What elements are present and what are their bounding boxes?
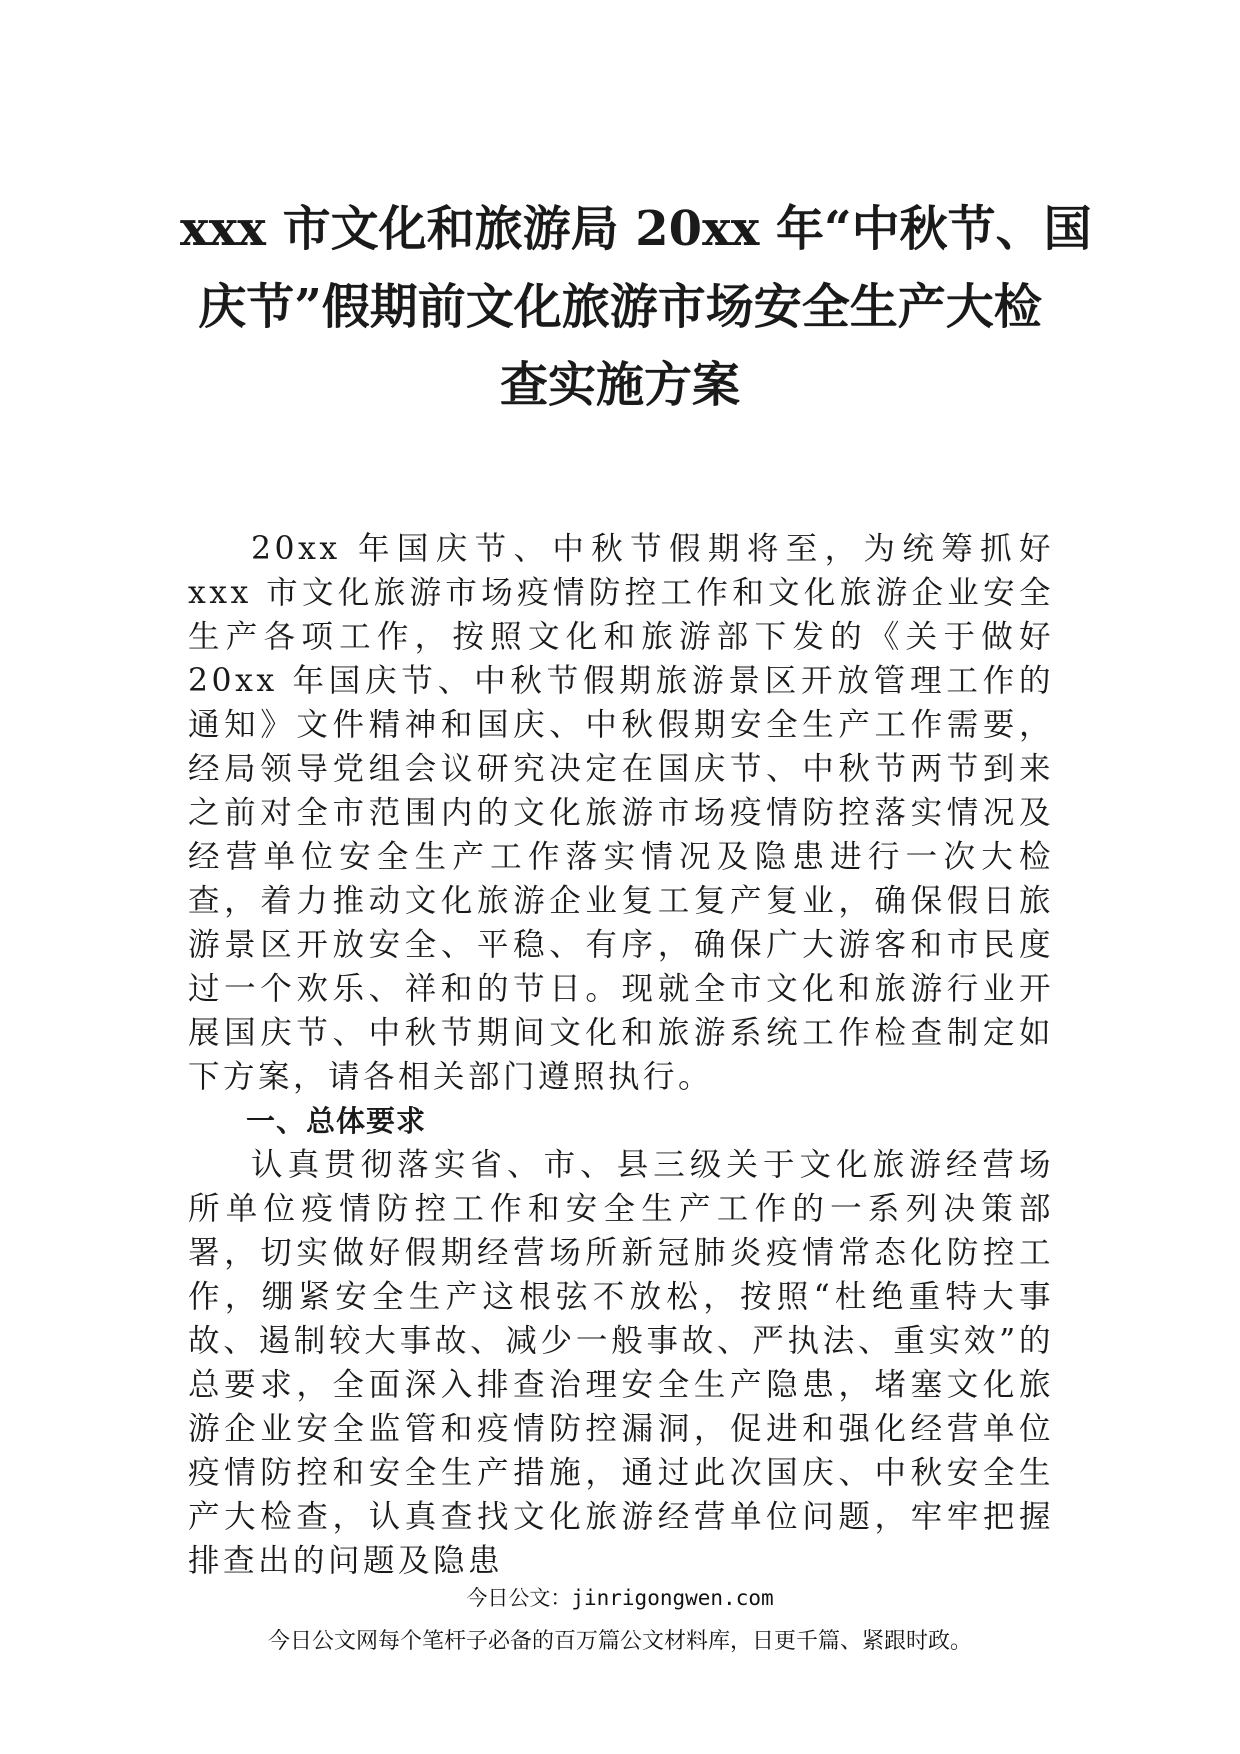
title-line: 查实施方案 (499, 357, 740, 413)
title-line: xxx 市文化和旅游局 20xx 年“中秋节、国 (180, 201, 1092, 257)
intro-paragraph: 20xx 年国庆节、中秋节假期将至，为统筹抓好 xxx 市文化旅游市场疫情防控工作和文化旅游企业安全生产各项工作，按照文化和旅游部下发的《关于做好 20xx 年国庆节、中秋节假期旅游景区开放管理工作的通知》文件精神和国庆、中秋假期安全生产工作需要，经局领导党组会议研究决定在国庆节、中秋节两节到来之前对全市范围内的文化旅游市场疫情防控落实情况及经营单位安全生产工作落实情况及隐患进行一次大检查，着力推动文化旅游企业复工复产复业，确保假日旅游景区开放安全、平稳、有序，确保广大游客和市民度过一个欢乐、祥和的节日。现就全市文化和旅游行业开展国庆节、中秋节期间文化和旅游系统工作检查制定如下方案，请各相关部门遵照执行。 (188, 531, 1054, 1095)
footer-site-link[interactable]: jinrigongwen.com (571, 1586, 774, 1610)
section-paragraph: 认真贯彻落实省、市、县三级关于文化旅游经营场所单位疫情防控工作和安全生产工作的一系列决策部署，切实做好假期经营场所新冠肺炎疫情常态化防控工作，绷紧安全生产这根弦不放松，按照“杜绝重特大事故、遏制较大事故、减少一般事故、严执法、重实效”的总要求，全面深入排查治理安全生产隐患，堵塞文化旅游企业安全监管和疫情防控漏洞，促进和强化经营单位疫情防控和安全生产措施，通过此次国庆、中秋安全生产大检查，认真查找文化旅游经营单位问题，牢牢把握排查出的问题及隐患 (188, 1147, 1054, 1579)
footer-site-label: 今日公文： (466, 1586, 572, 1610)
footer-slogan: 今日公文网每个笔杆子必备的百万篇公文材料库，日更千篇、紧跟时政。 (267, 1629, 972, 1654)
document-body (188, 527, 1054, 1583)
title-line: 庆节”假期前文化旅游市场安全生产大检 (198, 279, 1042, 335)
section-heading: 一、总体要求 (246, 1104, 427, 1138)
footer-site-line (0, 1583, 1240, 1613)
document-title (180, 190, 1092, 424)
